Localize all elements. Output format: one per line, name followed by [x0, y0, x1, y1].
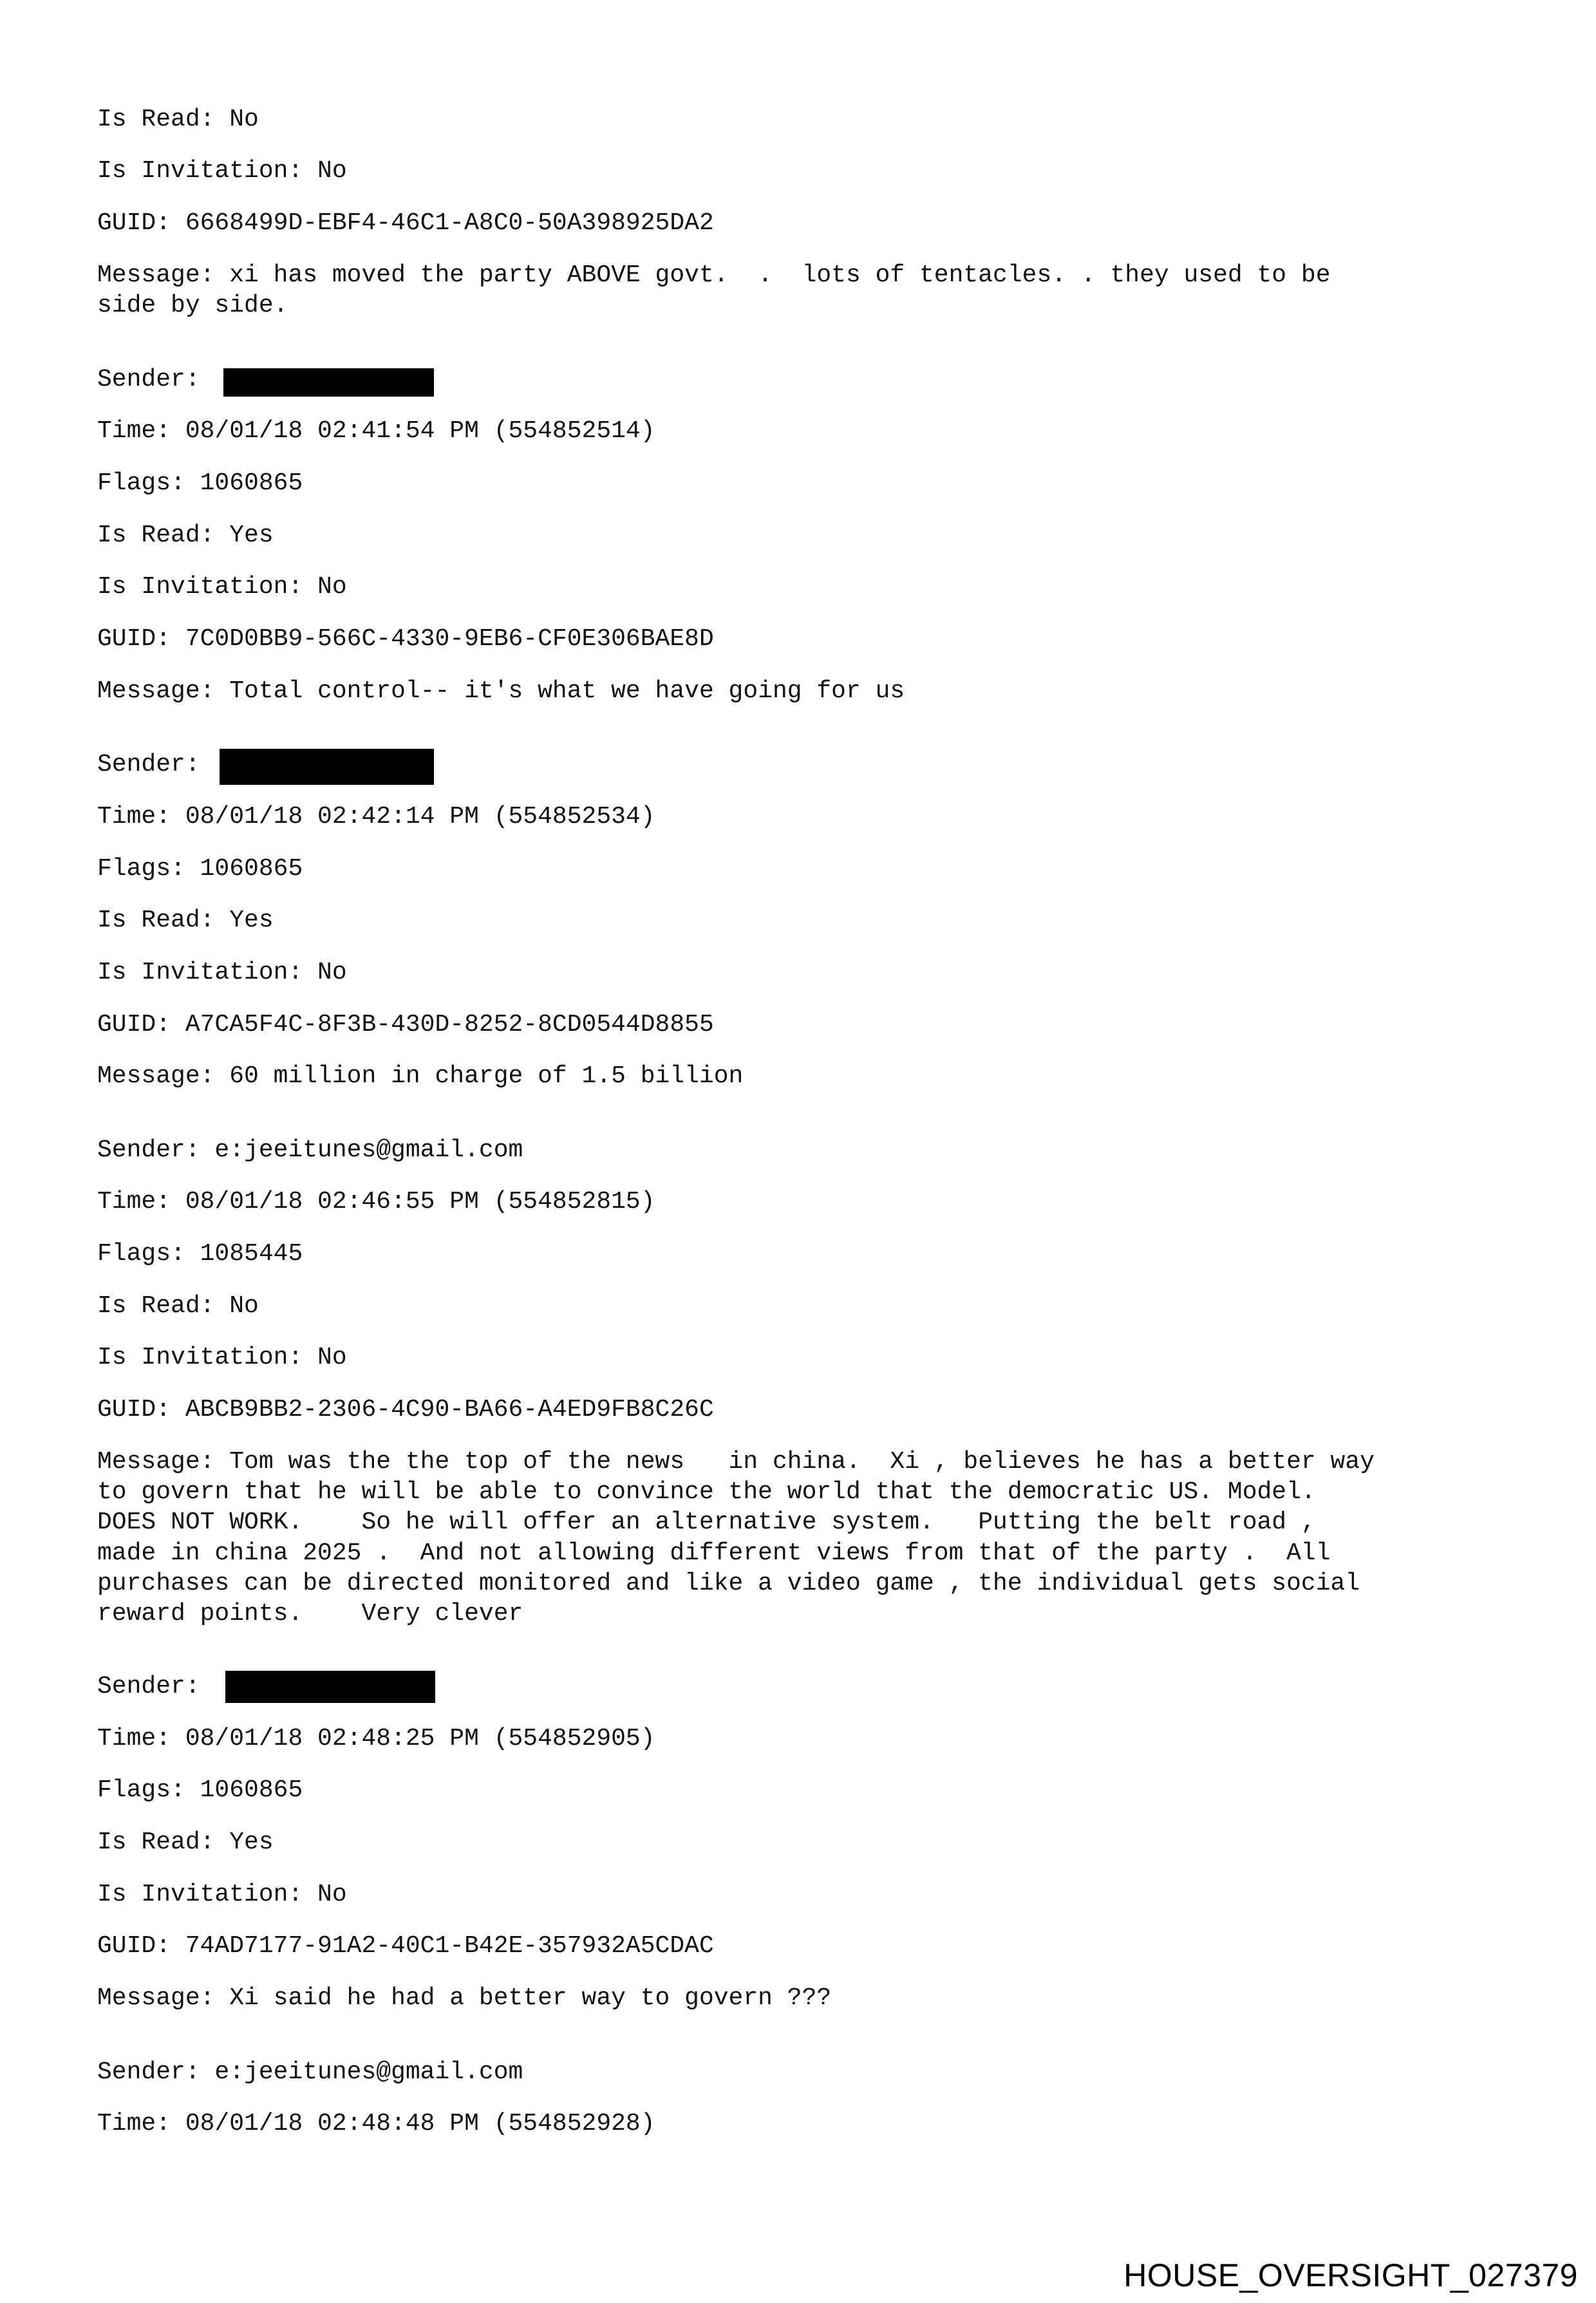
time-line: Time: 08/01/18 02:46:55 PM (554852815) — [97, 1188, 655, 1216]
message-line-continued: reward points. Very clever — [97, 1600, 523, 1628]
guid-line: GUID: 7C0D0BB9-566C-4330-9EB6-CF0E306BAE8D — [97, 625, 714, 653]
message-line: Message: 60 million in charge of 1.5 billion — [97, 1062, 744, 1090]
redaction-box — [220, 749, 434, 785]
guid-line: GUID: 74AD7177-91A2-40C1-B42E-357932A5CDAC — [97, 1932, 714, 1960]
message-line-continued: DOES NOT WORK. So he will offer an alternative system. Putting the belt road , — [97, 1509, 1316, 1536]
flags-line: Flags: 1085445 — [97, 1240, 303, 1268]
is-read-line: Is Read: Yes — [97, 1828, 274, 1856]
time-line: Time: 08/01/18 02:48:25 PM (554852905) — [97, 1725, 655, 1753]
bates-number: HOUSE_OVERSIGHT_027379 — [1123, 2257, 1578, 2293]
guid-line: GUID: ABCB9BB2-2306-4C90-BA66-A4ED9FB8C26C — [97, 1396, 714, 1424]
redaction-box — [223, 368, 434, 397]
message-line: Message: Total control-- it's what we have going for us — [97, 677, 905, 705]
time-line: Time: 08/01/18 02:42:14 PM (554852534) — [97, 803, 655, 831]
is-invitation-line: Is Invitation: No — [97, 959, 347, 986]
is-invitation-line: Is Invitation: No — [97, 157, 347, 185]
message-line: Message: xi has moved the party ABOVE govt. . lots of tentacles. . they used to be — [97, 261, 1331, 289]
redaction-box — [225, 1671, 435, 1703]
message-line: Message: Xi said he had a better way to govern ??? — [97, 1984, 832, 2012]
sender-line: Sender: — [97, 751, 200, 778]
is-invitation-line: Is Invitation: No — [97, 573, 347, 601]
is-read-line: Is Read: No — [97, 106, 259, 133]
message-line-continued: purchases can be directed monitored and like a video game , the individual gets social — [97, 1570, 1360, 1597]
sender-line: Sender: — [97, 1673, 200, 1700]
guid-line: GUID: 6668499D-EBF4-46C1-A8C0-50A398925DA2 — [97, 209, 714, 237]
message-line: Message: Tom was the the top of the news in china. Xi , believes he has a better way — [97, 1448, 1375, 1476]
time-line: Time: 08/01/18 02:48:48 PM (554852928) — [97, 2110, 655, 2138]
message-line-continued: made in china 2025 . And not allowing different views from that of the party . All — [97, 1539, 1331, 1567]
sender-line: Sender: — [97, 366, 200, 393]
is-read-line: Is Read: Yes — [97, 522, 274, 549]
sender-line: Sender: e:jeeitunes@gmail.com — [97, 2058, 523, 2086]
is-read-line: Is Read: Yes — [97, 907, 274, 934]
guid-line: GUID: A7CA5F4C-8F3B-430D-8252-8CD0544D8855 — [97, 1011, 714, 1039]
is-invitation-line: Is Invitation: No — [97, 1881, 347, 1908]
flags-line: Flags: 1060865 — [97, 469, 303, 497]
is-read-line: Is Read: No — [97, 1292, 259, 1320]
flags-line: Flags: 1060865 — [97, 1776, 303, 1804]
is-invitation-line: Is Invitation: No — [97, 1344, 347, 1371]
sender-line: Sender: e:jeeitunes@gmail.com — [97, 1136, 523, 1164]
message-line-continued: to govern that he will be able to convince the world that the democratic US. Model. — [97, 1478, 1316, 1506]
flags-line: Flags: 1060865 — [97, 855, 303, 883]
time-line: Time: 08/01/18 02:41:54 PM (554852514) — [97, 417, 655, 445]
message-line-continued: side by side. — [97, 292, 288, 319]
